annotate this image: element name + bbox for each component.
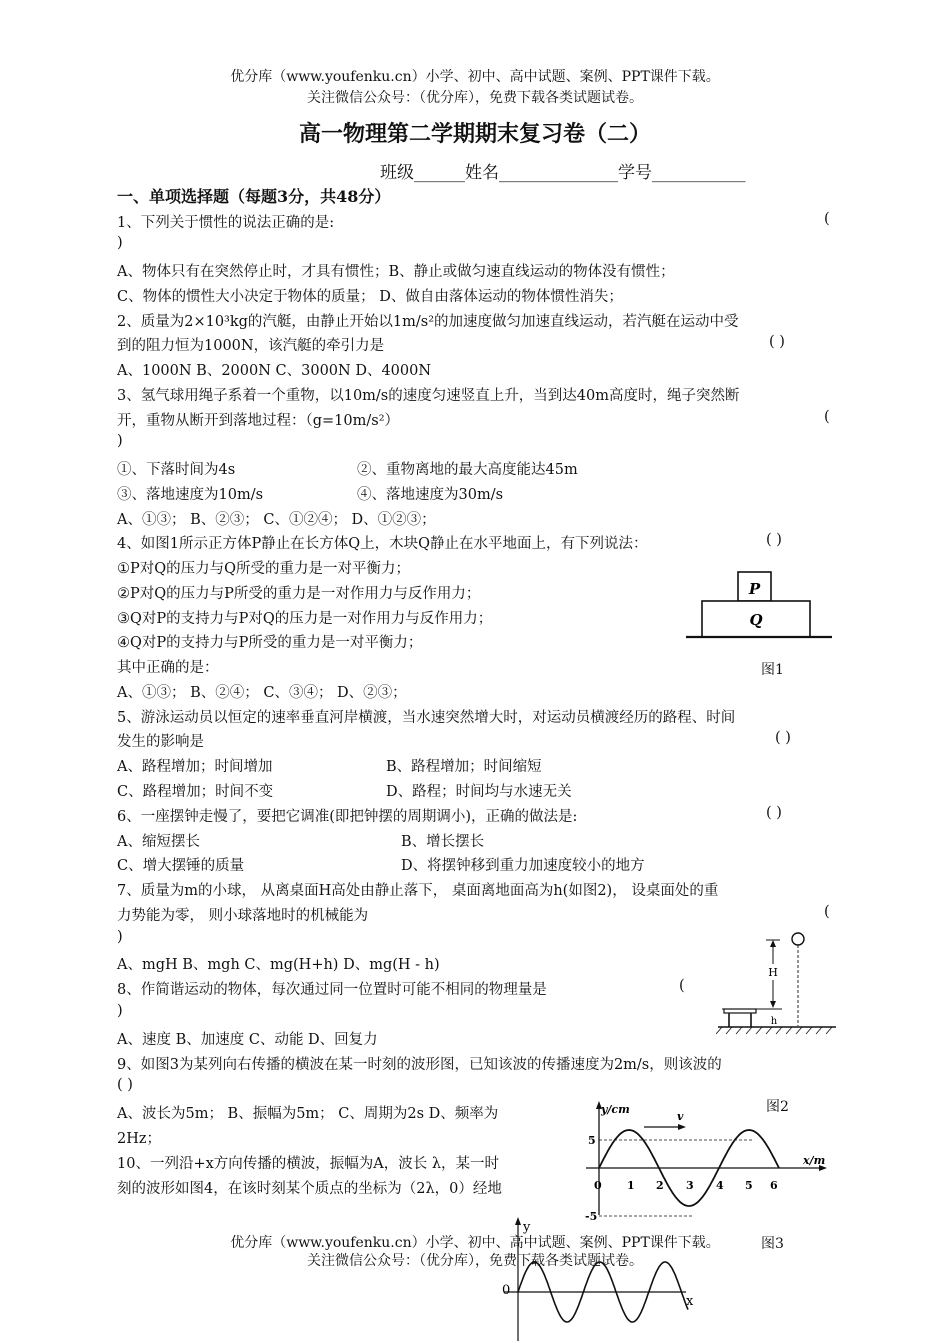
q3-stem-2: 开，重物从断开到落地过程：（g=10m/s²）	[117, 413, 400, 429]
x-axis-label: x	[686, 1294, 694, 1309]
H-arrow-head-down	[770, 1001, 776, 1008]
figure-1-blocks	[684, 568, 834, 644]
q6-option-a: A、缩短摆长	[117, 834, 200, 850]
q2-options: A、1000N B、2000N C、3000N D、4000N	[117, 363, 432, 379]
block-p-label: P	[748, 580, 761, 598]
block-q-label: Q	[749, 611, 763, 629]
x-tick-3: 3	[686, 1179, 694, 1192]
q5-option-a: A、路程增加；时间增加	[117, 759, 273, 775]
h-label: h	[770, 1016, 778, 1027]
q8-options: A、速度 B、加速度 C、动能 D、回复力	[117, 1032, 378, 1048]
y-axis-label: y/cm	[601, 1103, 630, 1116]
y-axis-label: y	[523, 1220, 531, 1235]
q9-stem: 9、如图3为某列向右传播的横波在某一时刻的波形图，已知该波的传播速度为2m/s，则该波的	[117, 1057, 722, 1073]
x-tick-0: 0	[594, 1179, 602, 1192]
figure-3-label: 图3	[761, 1236, 784, 1252]
q9-options: A、波长为5m； B、振幅为5m； C、周期为2s D、频率为	[117, 1106, 499, 1122]
x-tick-6: 6	[770, 1179, 778, 1192]
q10-stem-2: 刻的波形如图4，在该时刻某个质点的坐标为（2λ，0）经地	[117, 1181, 502, 1197]
q1-answer-paren: (	[824, 211, 830, 227]
q7-options: A、mgH B、mgh C、mg(H+h) D、mg(H - h)	[117, 957, 440, 973]
x-tick-4: 4	[716, 1179, 724, 1192]
q4-statement-4: ④Q对P的支持力与P所受的重力是一对平衡力；	[117, 635, 423, 651]
q7-paren-close: )	[117, 929, 123, 945]
header-line-2: 关注微信公众号：（优分库），免费下载各类试题试卷。	[307, 90, 643, 106]
q4-stem: 4、如图1所示正方体P静止在长方体Q上，木块Q静止在水平地面上，有下列说法：	[117, 536, 648, 552]
y-axis-arrow	[515, 1217, 521, 1225]
q6-option-b: B、增长摆长	[401, 834, 485, 850]
q1-paren-close: )	[117, 235, 123, 251]
q6-stem: 6、一座摆钟走慢了，要把它调准(即把钟摆的周期调小)，正确的做法是:	[117, 809, 578, 825]
q8-paren-close: )	[117, 1003, 123, 1019]
q4-statement-2: ②P对Q的压力与P所受的重力是一对作用力与反作用力；	[117, 586, 481, 602]
q4-answer-paren: ( )	[766, 532, 782, 548]
q7-stem-2: 力势能为零， 则小球落地时的机械能为	[117, 908, 369, 924]
q4-statement-3: ③Q对P的支持力与P对Q的压力是一对作用力与反作用力；	[117, 611, 493, 627]
q2-stem-1: 2、质量为2×10³kg的汽艇，由静止开始以1m/s²的加速度做匀加速直线运动，若汽艇在运动中受	[117, 314, 739, 330]
q2-stem-2: 到的阻力恒为1000N，该汽艇的牵引力是	[117, 338, 385, 354]
footer-line-1: 优分库（www.youfenku.cn）小学、初中、高中试题、案例、PPT课件下载。	[230, 1235, 720, 1251]
figure-3-wave	[584, 1098, 840, 1228]
H-arrow-head-up	[770, 940, 776, 947]
q4-options: A、①③； B、②④； C、③④； D、②③；	[117, 685, 407, 701]
q4-prompt: 其中正确的是：	[117, 660, 219, 676]
y-tick-5: 5	[588, 1134, 596, 1147]
q5-option-b: B、路程增加；时间缩短	[386, 759, 542, 775]
q6-answer-paren: ( )	[766, 805, 782, 821]
origin-label: 0	[502, 1283, 511, 1298]
x-tick-1: 1	[627, 1179, 635, 1192]
q1-options-ab: A、物体只有在突然停止时，才具有惯性；B、静止或做匀速直线运动的物体没有惯性；	[117, 264, 675, 280]
header-line-1: 优分库（www.youfenku.cn）小学、初中、高中试题、案例、PPT课件下载。	[230, 69, 720, 85]
ball	[792, 933, 804, 945]
q5-stem-2: 发生的影响是	[117, 734, 204, 750]
q1-stem: 1、下列关于惯性的说法正确的是:	[117, 215, 335, 231]
q3-statement-1: ①、下落时间为4s	[117, 462, 236, 478]
q3-paren-close: )	[117, 433, 123, 449]
x-tick-2: 2	[656, 1179, 664, 1192]
q5-stem-1: 5、游泳运动员以恒定的速率垂直河岸横渡，当水速突然增大时，对运动员横渡经历的路程、时间	[117, 710, 736, 726]
q8-answer-paren: (	[679, 978, 685, 994]
H-label: H	[768, 966, 778, 979]
footer-line-2: 关注微信公众号：（优分库），免费下载各类试题试卷。	[307, 1253, 643, 1269]
student-info-line: 班级______姓名______________学号___________	[380, 163, 746, 183]
q6-option-d: D、将摆钟移到重力加速度较小的地方	[401, 858, 645, 874]
q1-options-cd: C、物体的惯性大小决定于物体的质量； D、做自由落体运动的物体惯性消失；	[117, 289, 623, 305]
q5-answer-paren: ( )	[775, 730, 791, 746]
q3-statement-3: ③、落地速度为10m/s	[117, 487, 264, 503]
q5-option-d: D、路程；时间均与水速无关	[386, 784, 572, 800]
q3-options: A、①③； B、②③； C、①②④； D、①②③；	[117, 512, 436, 528]
x-ticks	[594, 1179, 778, 1192]
x-axis-label: x/m	[803, 1154, 826, 1167]
q7-answer-paren: (	[824, 904, 830, 920]
figure-2-label: 图2	[766, 1099, 789, 1115]
q3-answer-paren: (	[824, 409, 830, 425]
page-title: 高一物理第二学期期末复习卷（二）	[298, 121, 651, 147]
figure-1-label: 图1	[761, 662, 784, 678]
q8-stem: 8、作简谐运动的物体，每次通过同一位置时可能不相同的物理量是	[117, 982, 547, 998]
section-heading-1: 一、单项选择题（每题3分，共48分）	[117, 187, 391, 206]
q9-answer-paren: ( )	[117, 1077, 133, 1093]
q2-answer-paren: ( )	[769, 334, 785, 350]
q10-stem-1: 10、一列沿+x方向传播的横波，振幅为A，波长 λ，某一时	[117, 1156, 500, 1172]
velocity-arrow-head	[678, 1124, 686, 1130]
x-tick-5: 5	[745, 1179, 753, 1192]
q9-options-cont: 2Hz；	[117, 1131, 162, 1147]
figure-2-drop	[716, 928, 840, 1038]
table-top	[724, 1009, 756, 1013]
q6-option-c: C、增大摆锤的质量	[117, 858, 245, 874]
q5-option-c: C、路程增加；时间不变	[117, 784, 274, 800]
q3-statement-4: ④、落地速度为30m/s	[357, 487, 504, 503]
q3-statement-2: ②、重物离地的最大高度能达45m	[357, 462, 578, 478]
q7-stem-1: 7、质量为m的小球， 从离桌面H高处由静止落下， 桌面离地面高为h(如图2)， 设桌面处的重	[117, 883, 719, 899]
y-tick-neg5: -5	[585, 1210, 598, 1223]
q3-stem-1: 3、氢气球用绳子系着一个重物，以10m/s的速度匀速竖直上升，当到达40m高度时，绳子突然断	[117, 388, 740, 404]
ground-hatch	[716, 1027, 832, 1034]
velocity-label: v	[677, 1110, 684, 1123]
q4-statement-1: ①P对Q的压力与Q所受的重力是一对平衡力；	[117, 561, 411, 577]
